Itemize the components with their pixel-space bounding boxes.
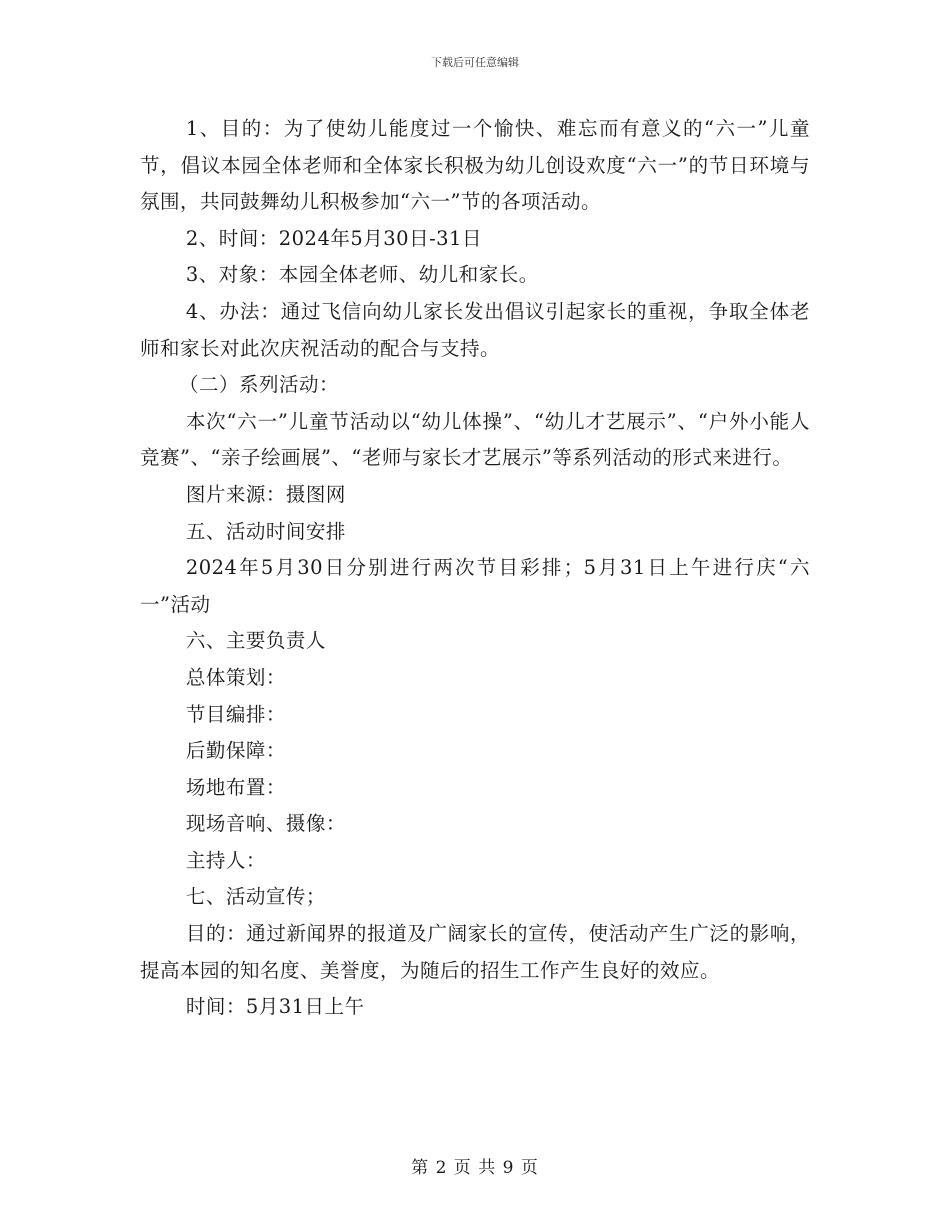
section-responsible: 六、主要负责人 (185, 629, 326, 653)
paragraph-publicity-time: 时间：5月31日上午 (185, 995, 365, 1019)
item-venue-setup: 场地布置： (185, 775, 286, 799)
section-series-activities: （二）系列活动： (179, 373, 340, 397)
paragraph-publicity-purpose: 目的：通过新闻界的报道及广阔家长的宣传，使活动产生广泛的影响，提高本园的知名度、美誉度，为随后的招生工作产生良好的效应。 (140, 922, 810, 982)
section-publicity: 七、活动宣传； (185, 885, 326, 909)
paragraph-target: 3、对象：本园全体老师、幼儿和家长。 (185, 263, 539, 287)
item-host: 主持人： (185, 848, 266, 872)
paragraph-image-source: 图片来源：摄图网 (185, 482, 346, 506)
paragraph-time: 2、时间：2024年5月30日-31日 (185, 226, 482, 250)
section-schedule: 五、活动时间安排 (185, 519, 346, 543)
page-number: 第 2 页 共 9 页 (411, 1158, 539, 1178)
item-program-arrangement: 节目编排： (185, 702, 286, 726)
paragraph-series-description: 本次“六一”儿童节活动以“幼儿体操”、“幼儿才艺展示”、“户外小能人竞赛”、“亲子绘画展”、“老师与家长才艺展示”等系列活动的形式来进行。 (140, 409, 810, 470)
item-logistics: 后勤保障： (185, 739, 286, 763)
item-audio-video: 现场音响、摄像： (185, 812, 346, 836)
paragraph-purpose: 1、目的：为了使幼儿能度过一个愉快、难忘而有意义的“六一”儿童节，倡议本园全体老师和全体家长积极为幼儿创设欢度“六一”的节日环境与氛围，共同鼓舞幼儿积极参加“六一”节的各项活动。 (140, 117, 810, 214)
document-body (140, 111, 810, 1026)
paragraph-schedule: 2024年5月30日分别进行两次节目彩排；5月31日上午进行庆“六一”活动 (140, 556, 810, 616)
item-overall-planning: 总体策划： (185, 665, 286, 689)
paragraph-method: 4、办法：通过飞信向幼儿家长发出倡议引起家长的重视，争取全体老师和家长对此次庆祝活动的配合与支持。 (140, 299, 810, 360)
page-header: 下载后可任意编辑 (431, 56, 519, 69)
